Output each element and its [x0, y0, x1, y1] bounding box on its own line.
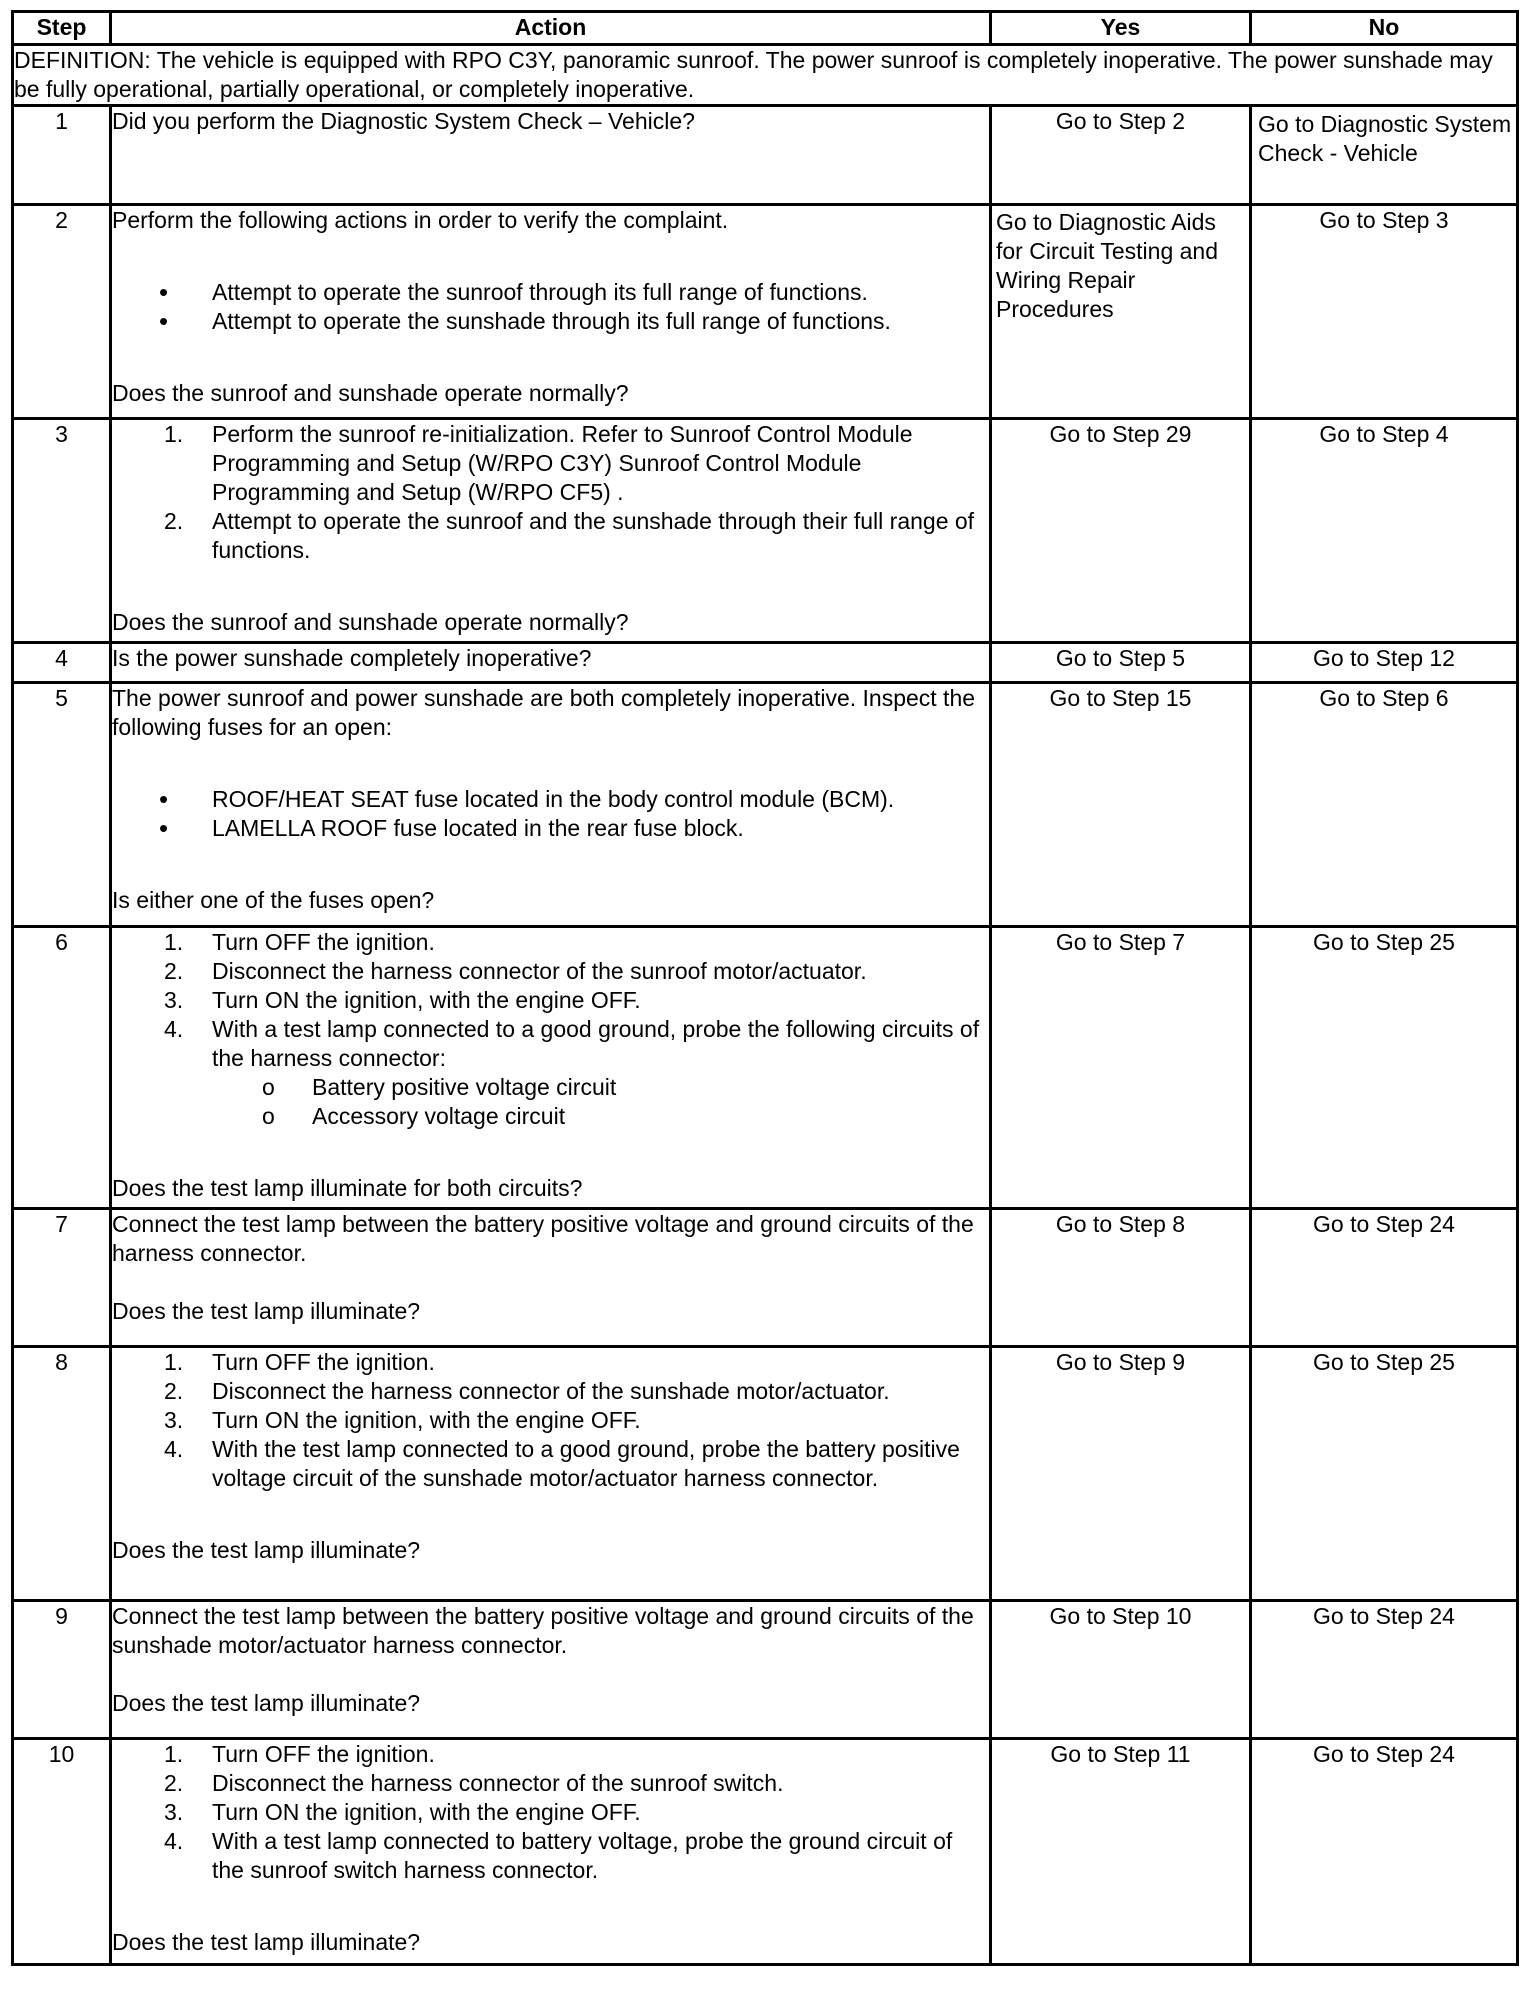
action-question: Does the test lamp illuminate for both circuits?	[112, 1175, 583, 1201]
list-item: • ROOF/HEAT SEAT fuse located in the body control module (BCM).	[112, 785, 989, 814]
list-item: 4. With the test lamp connected to a good ground, probe the battery positive voltage circuit of the sunshade motor/actuator harness connector.	[164, 1436, 960, 1491]
action-intro: Perform the following actions in order to verify the complaint.	[112, 207, 729, 233]
bullet-list	[112, 278, 989, 336]
step-action	[111, 419, 991, 643]
step-action: Did you perform the Diagnostic System Check – Vehicle?	[111, 106, 991, 205]
yes-result: Go to Diagnostic Aids for Circuit Testing and Wiring Repair Procedures	[991, 205, 1251, 419]
yes-result: Go to Step 10	[991, 1601, 1251, 1739]
table-row	[13, 205, 1518, 419]
table-row	[13, 1739, 1518, 1965]
step-action	[111, 1347, 991, 1601]
no-result: Go to Step 24	[1251, 1601, 1518, 1739]
step-action	[111, 1739, 991, 1965]
list-item: 3. Turn ON the ignition, with the engine OFF.	[164, 987, 641, 1013]
table-row	[13, 419, 1518, 643]
numbered-list	[112, 928, 989, 1131]
yes-result: Go to Step 11	[991, 1739, 1251, 1965]
list-item: • LAMELLA ROOF fuse located in the rear fuse block.	[112, 814, 989, 843]
step-number: 5	[13, 683, 111, 927]
list-item: 1. Turn OFF the ignition.	[164, 929, 435, 955]
list-item: 2. Disconnect the harness connector of the sunshade motor/actuator.	[164, 1378, 890, 1404]
step-number: 6	[13, 927, 111, 1209]
table-row	[13, 106, 1518, 205]
action-question: Does the test lamp illuminate?	[112, 1929, 421, 1955]
list-item: 2. Disconnect the harness connector of the sunroof motor/actuator.	[164, 958, 867, 984]
no-result: Go to Step 25	[1251, 1347, 1518, 1601]
table-row	[13, 643, 1518, 683]
no-result: Go to Step 6	[1251, 683, 1518, 927]
sub-list-item: o Battery positive voltage circuit	[112, 1073, 989, 1102]
definition-text: DEFINITION: The vehicle is equipped with RPO C3Y, panoramic sunroof. The power sunroof is completely inoperative. The power sunshade may be fully operational, partially operational, or completely inoperative.	[13, 45, 1518, 106]
action-question: Does the sunroof and sunshade operate normally?	[112, 380, 629, 406]
no-result: Go to Step 24	[1251, 1739, 1518, 1965]
diagnostic-table	[11, 10, 1519, 1966]
step-action	[111, 927, 991, 1209]
table-row	[13, 1209, 1518, 1347]
list-item: • Attempt to operate the sunshade through its full range of functions.	[112, 307, 989, 336]
action-question: Does the test lamp illuminate?	[112, 1537, 421, 1563]
no-result: Go to Step 3	[1251, 205, 1518, 419]
step-number: 9	[13, 1601, 111, 1739]
action-question: Does the test lamp illuminate?	[112, 1690, 421, 1716]
table-row	[13, 1601, 1518, 1739]
yes-result: Go to Step 9	[991, 1347, 1251, 1601]
no-result: Go to Step 12	[1251, 643, 1518, 683]
header-action: Action	[111, 12, 991, 45]
numbered-list	[112, 1740, 989, 1885]
header-row	[13, 12, 1518, 45]
yes-result: Go to Step 7	[991, 927, 1251, 1209]
step-action	[111, 205, 991, 419]
list-item: 4. With a test lamp connected to a good ground, probe the following circuits of the harness connector: o Battery positive voltage circuit o Accessory voltage circuit	[112, 1015, 989, 1131]
no-result: Go to Step 4	[1251, 419, 1518, 643]
list-item: 2. Disconnect the harness connector of the sunroof switch.	[164, 1770, 784, 1796]
action-intro: Connect the test lamp between the battery positive voltage and ground circuits of the harness connector.	[112, 1211, 974, 1266]
header-yes: Yes	[991, 12, 1251, 45]
step-action	[111, 1601, 991, 1739]
action-question: Does the test lamp illuminate?	[112, 1298, 421, 1324]
yes-result: Go to Step 15	[991, 683, 1251, 927]
yes-result: Go to Step 8	[991, 1209, 1251, 1347]
step-number: 3	[13, 419, 111, 643]
list-item: 1. Turn OFF the ignition.	[164, 1349, 435, 1375]
sub-list-item: o Accessory voltage circuit	[112, 1102, 989, 1131]
sub-list	[212, 1073, 989, 1131]
list-item: 2. Attempt to operate the sunroof and the sunshade through their full range of functions.	[164, 508, 975, 563]
header-no: No	[1251, 12, 1518, 45]
step-action	[111, 1209, 991, 1347]
yes-result: Go to Step 29	[991, 419, 1251, 643]
step-action	[111, 683, 991, 927]
action-question: Does the sunroof and sunshade operate normally?	[112, 609, 629, 635]
list-item: 3. Turn ON the ignition, with the engine OFF.	[164, 1799, 641, 1825]
no-result: Go to Diagnostic System Check - Vehicle	[1251, 106, 1518, 205]
list-item: 3. Turn ON the ignition, with the engine OFF.	[164, 1407, 641, 1433]
action-question: Is either one of the fuses open?	[112, 887, 435, 913]
table-row	[13, 927, 1518, 1209]
list-item: • Attempt to operate the sunroof through its full range of functions.	[112, 278, 989, 307]
step-number: 7	[13, 1209, 111, 1347]
step-action: Is the power sunshade completely inoperative?	[111, 643, 991, 683]
header-step: Step	[13, 12, 111, 45]
numbered-list	[112, 420, 989, 565]
list-item: 1. Turn OFF the ignition.	[164, 1741, 435, 1767]
definition-row	[13, 45, 1518, 106]
table-row	[13, 683, 1518, 927]
list-item: 4. With a test lamp connected to battery voltage, probe the ground circuit of the sunroof switch harness connector.	[164, 1828, 953, 1883]
step-number: 8	[13, 1347, 111, 1601]
list-item: 1. Perform the sunroof re-initialization. Refer to Sunroof Control Module Programming and Setup (W/RPO C3Y) Sunroof Control Module Programming and Setup (W/RPO CF5) .	[164, 421, 913, 505]
no-result: Go to Step 25	[1251, 927, 1518, 1209]
table-row	[13, 1347, 1518, 1601]
step-number: 2	[13, 205, 111, 419]
no-result: Go to Step 24	[1251, 1209, 1518, 1347]
numbered-list	[112, 1348, 989, 1493]
step-number: 10	[13, 1739, 111, 1965]
step-number: 4	[13, 643, 111, 683]
bullet-list	[112, 785, 989, 843]
yes-result: Go to Step 2	[991, 106, 1251, 205]
step-number: 1	[13, 106, 111, 205]
yes-result: Go to Step 5	[991, 643, 1251, 683]
action-intro: Connect the test lamp between the battery positive voltage and ground circuits of the sunshade motor/actuator harness connector.	[112, 1603, 974, 1658]
action-intro: The power sunroof and power sunshade are both completely inoperative. Inspect the following fuses for an open:	[112, 685, 976, 740]
